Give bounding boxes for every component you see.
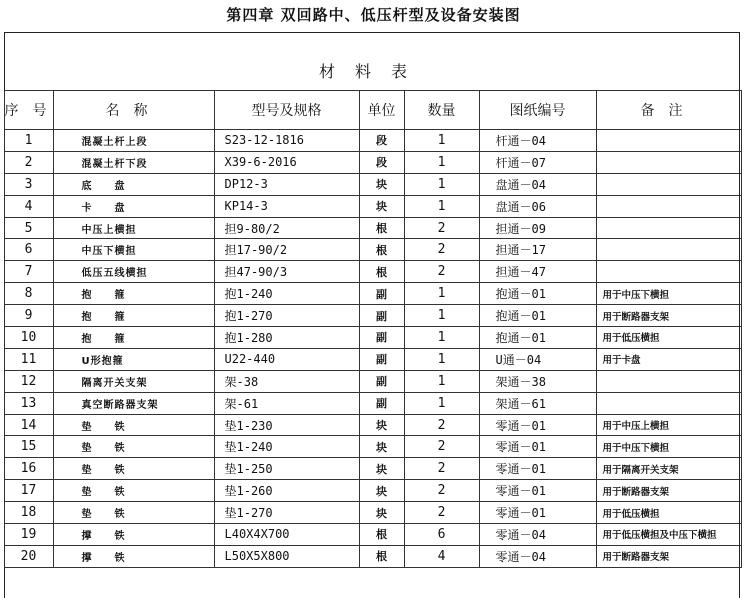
table-row	[4, 173, 741, 195]
row-unit: 块	[359, 458, 404, 480]
row-name: 垫 铁	[53, 414, 214, 436]
table-title: 材料表	[318, 62, 427, 81]
row-no: 4	[4, 195, 53, 217]
row-drawing: 杆通－04	[479, 130, 596, 152]
row-model: 担17-90/2	[214, 239, 359, 261]
row-model: 垫1-240	[214, 436, 359, 458]
table-body	[4, 130, 741, 568]
row-model: U22-440	[214, 348, 359, 370]
row-qty: 1	[404, 348, 479, 370]
row-note: 用于低压横担及中压下横担	[596, 524, 741, 546]
row-drawing: U通－04	[479, 348, 596, 370]
row-qty: 1	[404, 305, 479, 327]
row-no: 2	[4, 151, 53, 173]
row-model: 垫1-260	[214, 480, 359, 502]
row-qty: 1	[404, 392, 479, 414]
table-row	[4, 348, 741, 370]
row-model: 垫1-230	[214, 414, 359, 436]
row-note: 用于断路器支架	[596, 305, 741, 327]
row-note	[596, 239, 741, 261]
row-note	[596, 217, 741, 239]
row-name: 垫 铁	[53, 436, 214, 458]
row-no: 8	[4, 283, 53, 305]
row-no: 7	[4, 261, 53, 283]
table-row	[4, 130, 741, 152]
row-qty: 6	[404, 524, 479, 546]
table-row	[4, 414, 741, 436]
row-model: 垫1-270	[214, 502, 359, 524]
table-row	[4, 392, 741, 414]
row-model: L40X4X700	[214, 524, 359, 546]
row-name: 真空断路器支架	[53, 392, 214, 414]
row-model: 抱1-280	[214, 327, 359, 349]
row-qty: 2	[404, 502, 479, 524]
row-qty: 1	[404, 327, 479, 349]
row-no: 12	[4, 370, 53, 392]
row-model: KP14-3	[214, 195, 359, 217]
row-qty: 1	[404, 195, 479, 217]
row-unit: 块	[359, 173, 404, 195]
row-unit: 副	[359, 283, 404, 305]
row-qty: 2	[404, 414, 479, 436]
row-unit: 副	[359, 392, 404, 414]
row-model: 抱1-270	[214, 305, 359, 327]
table-row	[4, 195, 741, 217]
row-note: 用于断路器支架	[596, 545, 741, 567]
row-qty: 1	[404, 130, 479, 152]
row-no: 18	[4, 502, 53, 524]
row-note	[596, 261, 741, 283]
row-drawing: 零通－01	[479, 502, 596, 524]
chapter-title: 第四章 双回路中、低压杆型及设备安装图	[226, 6, 521, 24]
row-note: 用于中压上横担	[596, 414, 741, 436]
row-qty: 2	[404, 458, 479, 480]
row-name: U形抱箍	[53, 348, 214, 370]
row-no: 11	[4, 348, 53, 370]
row-model: X39-6-2016	[214, 151, 359, 173]
row-qty: 2	[404, 436, 479, 458]
header-no: 序号	[4, 91, 53, 130]
row-note	[596, 370, 741, 392]
row-qty: 1	[404, 370, 479, 392]
header-unit: 单位	[359, 91, 404, 130]
row-unit: 块	[359, 195, 404, 217]
row-drawing: 零通－04	[479, 545, 596, 567]
row-note: 用于中压下横担	[596, 283, 741, 305]
row-note	[596, 195, 741, 217]
row-unit: 副	[359, 305, 404, 327]
row-qty: 2	[404, 217, 479, 239]
table-row	[4, 480, 741, 502]
row-name: 低压五线横担	[53, 261, 214, 283]
row-unit: 块	[359, 502, 404, 524]
row-name: 抱 箍	[53, 327, 214, 349]
table-row	[4, 283, 741, 305]
row-drawing: 零通－01	[479, 480, 596, 502]
table-row	[4, 436, 741, 458]
row-drawing: 零通－01	[479, 436, 596, 458]
table-row	[4, 502, 741, 524]
row-drawing: 零通－04	[479, 524, 596, 546]
row-name: 卡 盘	[53, 195, 214, 217]
row-unit: 块	[359, 480, 404, 502]
row-note: 用于中压下横担	[596, 436, 741, 458]
header-name: 名称	[53, 91, 214, 130]
row-model: 担47-90/3	[214, 261, 359, 283]
row-name: 混凝土杆上段	[53, 130, 214, 152]
row-unit: 段	[359, 130, 404, 152]
row-qty: 2	[404, 480, 479, 502]
row-qty: 1	[404, 173, 479, 195]
row-drawing: 抱通－01	[479, 327, 596, 349]
row-no: 1	[4, 130, 53, 152]
row-note: 用于低压横担	[596, 327, 741, 349]
row-unit: 根	[359, 239, 404, 261]
row-drawing: 盘通－04	[479, 173, 596, 195]
table-row	[4, 524, 741, 546]
row-drawing: 架通－61	[479, 392, 596, 414]
row-unit: 块	[359, 436, 404, 458]
row-qty: 2	[404, 239, 479, 261]
row-qty: 1	[404, 283, 479, 305]
row-drawing: 架通－38	[479, 370, 596, 392]
header-row	[4, 91, 741, 130]
row-no: 17	[4, 480, 53, 502]
row-name: 撑 铁	[53, 524, 214, 546]
row-drawing: 抱通－01	[479, 283, 596, 305]
row-model: DP12-3	[214, 173, 359, 195]
row-note: 用于隔离开关支架	[596, 458, 741, 480]
row-drawing: 盘通－06	[479, 195, 596, 217]
row-no: 5	[4, 217, 53, 239]
table-row	[4, 305, 741, 327]
row-note: 用于低压横担	[596, 502, 741, 524]
row-no: 20	[4, 545, 53, 567]
row-name: 抱 箍	[53, 283, 214, 305]
row-unit: 块	[359, 414, 404, 436]
row-drawing: 担通－17	[479, 239, 596, 261]
table-row	[4, 151, 741, 173]
table-row	[4, 458, 741, 480]
row-drawing: 零通－01	[479, 458, 596, 480]
row-no: 9	[4, 305, 53, 327]
header-note: 备注	[596, 91, 741, 130]
row-no: 3	[4, 173, 53, 195]
table-row	[4, 327, 741, 349]
table-row	[4, 370, 741, 392]
row-unit: 副	[359, 348, 404, 370]
row-model: 抱1-240	[214, 283, 359, 305]
row-note	[596, 392, 741, 414]
row-name: 撑 铁	[53, 545, 214, 567]
row-no: 15	[4, 436, 53, 458]
table-row	[4, 545, 741, 567]
row-drawing: 担通－09	[479, 217, 596, 239]
header-drawing: 图纸编号	[479, 91, 596, 130]
row-note: 用于断路器支架	[596, 480, 741, 502]
row-unit: 根	[359, 524, 404, 546]
row-no: 16	[4, 458, 53, 480]
row-model: 架-38	[214, 370, 359, 392]
row-model: L50X5X800	[214, 545, 359, 567]
row-name: 抱 箍	[53, 305, 214, 327]
row-name: 垫 铁	[53, 480, 214, 502]
row-note: 用于卡盘	[596, 348, 741, 370]
row-model: S23-12-1816	[214, 130, 359, 152]
row-unit: 段	[359, 151, 404, 173]
row-no: 19	[4, 524, 53, 546]
row-unit: 副	[359, 370, 404, 392]
row-unit: 副	[359, 327, 404, 349]
row-no: 6	[4, 239, 53, 261]
row-name: 垫 铁	[53, 458, 214, 480]
row-qty: 2	[404, 261, 479, 283]
row-name: 垫 铁	[53, 502, 214, 524]
row-model: 担9-80/2	[214, 217, 359, 239]
row-model: 架-61	[214, 392, 359, 414]
table-row	[4, 239, 741, 261]
header-model: 型号及规格	[214, 91, 359, 130]
row-unit: 根	[359, 545, 404, 567]
row-no: 14	[4, 414, 53, 436]
row-drawing: 抱通－01	[479, 305, 596, 327]
table-row	[4, 217, 741, 239]
row-drawing: 杆通－07	[479, 151, 596, 173]
row-no: 10	[4, 327, 53, 349]
table-row	[4, 261, 741, 283]
row-drawing: 担通－47	[479, 261, 596, 283]
row-name: 底 盘	[53, 173, 214, 195]
row-qty: 4	[404, 545, 479, 567]
row-unit: 根	[359, 217, 404, 239]
material-table	[4, 90, 742, 568]
row-name: 中压上横担	[53, 217, 214, 239]
row-qty: 1	[404, 151, 479, 173]
row-unit: 根	[359, 261, 404, 283]
row-name: 隔离开关支架	[53, 370, 214, 392]
row-note	[596, 130, 741, 152]
row-note	[596, 173, 741, 195]
row-no: 13	[4, 392, 53, 414]
row-model: 垫1-250	[214, 458, 359, 480]
header-qty: 数量	[404, 91, 479, 130]
row-drawing: 零通－01	[479, 414, 596, 436]
row-name: 混凝土杆下段	[53, 151, 214, 173]
row-note	[596, 151, 741, 173]
material-table-frame	[4, 32, 740, 598]
row-name: 中压下横担	[53, 239, 214, 261]
